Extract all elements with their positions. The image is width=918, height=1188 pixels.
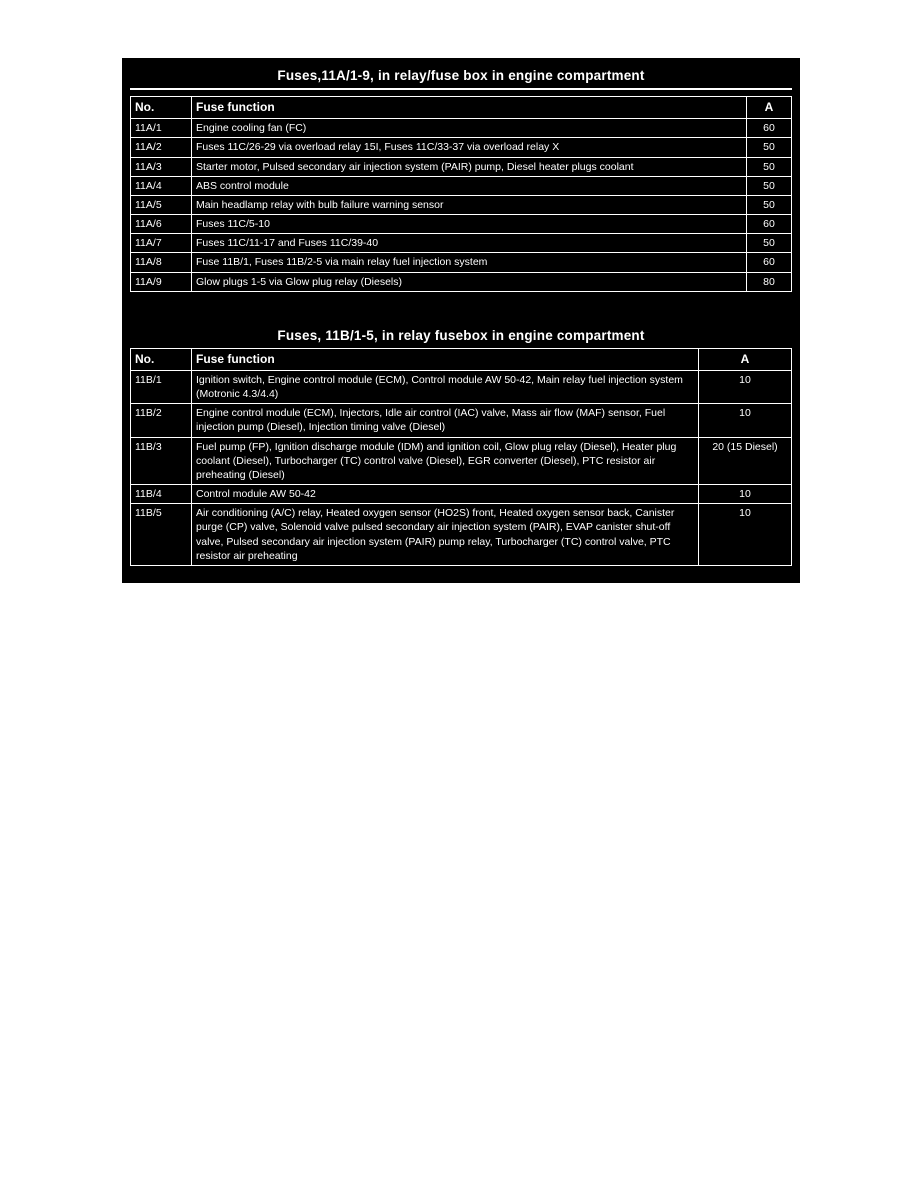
cell-function: Fuses 11C/26-29 via overload relay 15I, Fuses 11C/33-37 via overload relay X: [192, 138, 747, 157]
cell-function: Air conditioning (A/C) relay, Heated oxygen sensor (HO2S) front, Heated oxygen sensor back, Canister purge (CP) valve, Solenoid valve pulsed secondary air injection system (PAIR), EVAP canister shut-off valve, Pulsed secondary air injection system (PAIR) pump relay, Turbocharger (TC) control valve, PTC resistor air preheating: [192, 504, 699, 566]
header-amp: A: [699, 348, 792, 370]
cell-function: Engine cooling fan (FC): [192, 119, 747, 138]
table-row: [131, 157, 792, 176]
table-row: [131, 272, 792, 291]
cell-no: 11B/1: [131, 370, 192, 403]
cell-amp: 50: [747, 157, 792, 176]
table-row: [131, 138, 792, 157]
cell-no: 11B/2: [131, 404, 192, 437]
fuse-table-11a-body: [131, 119, 792, 292]
cell-function: ABS control module: [192, 176, 747, 195]
cell-amp: 60: [747, 253, 792, 272]
cell-amp: 50: [747, 234, 792, 253]
cell-function: Glow plugs 1-5 via Glow plug relay (Diesels): [192, 272, 747, 291]
section-spacer: [130, 292, 792, 310]
cell-amp: 60: [747, 215, 792, 234]
cell-function: Control module AW 50-42: [192, 485, 699, 504]
table-row: [131, 504, 792, 566]
table-row: [131, 404, 792, 437]
section-a-title-rule: [130, 88, 792, 90]
fuse-table-11a: [130, 96, 792, 292]
fuse-table-11b: [130, 348, 792, 566]
header-amp: A: [747, 97, 792, 119]
cell-no: 11A/8: [131, 253, 192, 272]
cell-no: 11A/3: [131, 157, 192, 176]
cell-function: Engine control module (ECM), Injectors, Idle air control (IAC) valve, Mass air flow (MAF) sensor, Fuel injection pump (Diesel), Injection timing valve (Diesel): [192, 404, 699, 437]
header-function: Fuse function: [192, 348, 699, 370]
fuse-table-11b-body: [131, 370, 792, 565]
header-no: No.: [131, 97, 192, 119]
cell-no: 11A/1: [131, 119, 192, 138]
cell-amp: 10: [699, 485, 792, 504]
cell-amp: 10: [699, 504, 792, 566]
table-row: [131, 215, 792, 234]
cell-amp: 10: [699, 370, 792, 403]
cell-amp: 50: [747, 176, 792, 195]
table-row: [131, 176, 792, 195]
cell-no: 11B/4: [131, 485, 192, 504]
table-row: [131, 195, 792, 214]
cell-function: Main headlamp relay with bulb failure warning sensor: [192, 195, 747, 214]
table-row: [131, 234, 792, 253]
cell-no: 11A/4: [131, 176, 192, 195]
header-no: No.: [131, 348, 192, 370]
fuse-chart-plate: [122, 58, 800, 583]
table-header-row: [131, 97, 792, 119]
section-a-title: Fuses,11A/1-9, in relay/fuse box in engine compartment: [277, 68, 645, 83]
cell-no: 11B/3: [131, 437, 192, 485]
cell-function: Fuses 11C/5-10: [192, 215, 747, 234]
cell-no: 11A/6: [131, 215, 192, 234]
cell-amp: 50: [747, 138, 792, 157]
fuse-table-11a-head: [131, 97, 792, 119]
cell-function: Fuses 11C/11-17 and Fuses 11C/39-40: [192, 234, 747, 253]
section-b: [130, 324, 792, 566]
table-row: [131, 370, 792, 403]
cell-no: 11A/9: [131, 272, 192, 291]
cell-no: 11A/5: [131, 195, 192, 214]
section-b-title: Fuses, 11B/1-5, in relay fusebox in engine compartment: [277, 327, 645, 343]
section-a: [130, 64, 792, 292]
table-row: [131, 119, 792, 138]
table-header-row: [131, 348, 792, 370]
table-row: [131, 253, 792, 272]
cell-amp: 80: [747, 272, 792, 291]
cell-function: Ignition switch, Engine control module (ECM), Control module AW 50-42, Main relay fuel injection system (Motronic 4.3/4.4): [192, 370, 699, 403]
cell-amp: 20 (15 Diesel): [699, 437, 792, 485]
cell-function: Fuel pump (FP), Ignition discharge module (IDM) and ignition coil, Glow plug relay (Diesel), Heater plug coolant (Diesel), Turbocharger (TC) control valve (Diesel), EGR converter (Diesel), PTC resistor air preheating (Diesel): [192, 437, 699, 485]
table-row: [131, 437, 792, 485]
cell-amp: 60: [747, 119, 792, 138]
cell-function: Fuse 11B/1, Fuses 11B/2-5 via main relay fuel injection system: [192, 253, 747, 272]
fuse-table-11b-head: [131, 348, 792, 370]
cell-amp: 10: [699, 404, 792, 437]
cell-no: 11A/7: [131, 234, 192, 253]
header-function: Fuse function: [192, 97, 747, 119]
cell-function: Starter motor, Pulsed secondary air injection system (PAIR) pump, Diesel heater plugs coolant: [192, 157, 747, 176]
cell-amp: 50: [747, 195, 792, 214]
table-row: [131, 485, 792, 504]
cell-no: 11B/5: [131, 504, 192, 566]
cell-no: 11A/2: [131, 138, 192, 157]
